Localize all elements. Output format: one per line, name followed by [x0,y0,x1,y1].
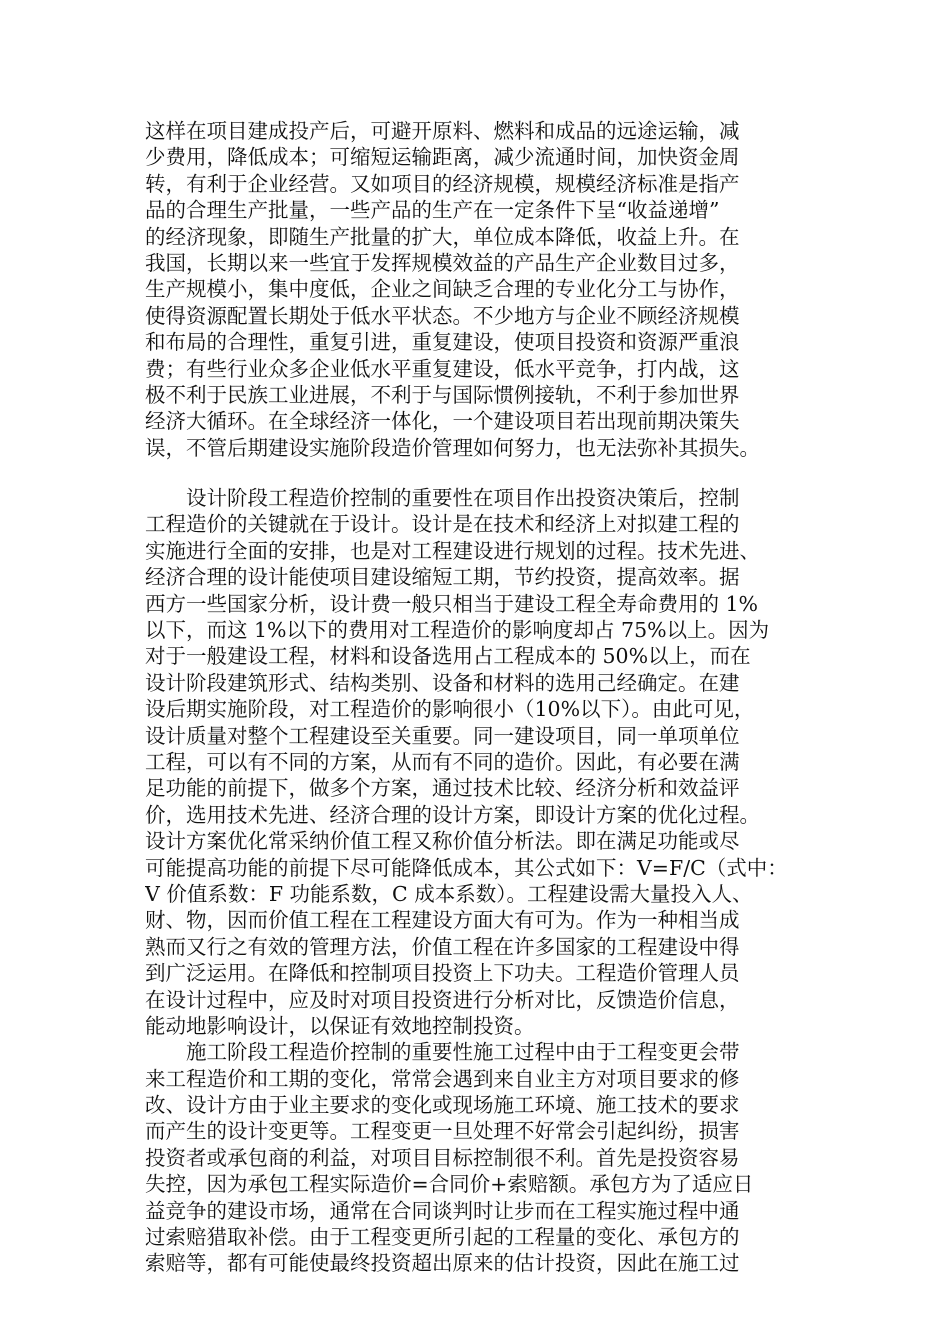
text-line: 投资者或承包商的利益，对项目目标控制很不利。首先是投资容易 [145,1145,740,1170]
text-line: 失控，因为承包工程实际造价=合同价+索赔额。承包方为了适应日 [145,1172,754,1197]
text-line: 误，不管后期建设实施阶段造价管理如何努力，也无法弥补其损失。 [145,435,760,460]
text-line: 在设计过程中，应及时对项目投资进行分析对比，反馈造价信息， [145,987,740,1012]
text-line: 设后期实施阶段，对工程造价的影响很小（10%以下）。由此可见， [145,697,755,722]
text-line: 能动地影响设计，以保证有效地控制投资。 [145,1013,535,1038]
text-line: 这样在项目建成投产后，可避开原料、燃料和成品的远途运输，减 [145,119,740,143]
text-line: 工程造价的关键就在于设计。设计是在技术和经济上对拟建工程的 [145,512,740,537]
text-line: 生产规模小，集中度低，企业之间缺乏合理的专业化分工与协作， [145,277,740,302]
text-line: 足功能的前提下，做多个方案，通过技术比较、经济分析和效益评 [145,776,740,801]
text-line: 改、设计方由于业主要求的变化或现场施工环境、施工技术的要求 [145,1093,740,1118]
text-line: 熟而又行之有效的管理方法，价值工程在许多国家的工程建设中得 [145,934,740,959]
paragraph-1 [145,118,805,461]
text-line: 使得资源配置长期处于低水平状态。不少地方与企业不顾经济规模 [145,303,740,328]
document-page [145,118,805,1277]
text-line: 索赔等，都有可能使最终投资超出原来的估计投资，因此在施工过 [145,1251,740,1276]
text-line: 经济大循环。在全球经济一体化，一个建设项目若出现前期决策失 [145,409,740,434]
text-line: 工程，可以有不同的方案，从而有不同的造价。因此，有必要在满 [145,749,740,774]
text-line: 少费用，降低成本；可缩短运输距离，减少流通时间，加快资金周 [145,145,740,170]
text-line: 的经济现象，即随生产批量的扩大，单位成本降低，收益上升。在 [145,224,740,249]
text-line: 财、物，因而价值工程在工程建设方面大有可为。作为一种相当成 [145,908,740,933]
text-line: 转，有利于企业经营。又如项目的经济规模，规模经济标准是指产 [145,171,740,196]
text-line: 西方一些国家分析，设计费一般只相当于建设工程全寿命费用的 1% [145,591,759,616]
text-line: 费；有些行业众多企业低水平重复建设，低水平竞争，打内战，这 [145,356,740,381]
text-line: 来工程造价和工期的变化，常常会遇到来自业主方对项目要求的修 [145,1066,740,1091]
text-line: 设计阶段建筑形式、结构类别、设备和材料的选用己经确定。在建 [145,670,740,695]
text-line: 实施进行全面的安排，也是对工程建设进行规划的过程。技术先进、 [145,538,760,563]
text-line: 到广泛运用。在降低和控制项目投资上下功夫。工程造价管理人员 [145,961,740,986]
text-line: 我国，长期以来一些宜于发挥规模效益的产品生产企业数目过多， [145,250,740,275]
text-line: 施工阶段工程造价控制的重要性施工过程中由于工程变更会带 [186,1040,740,1065]
text-line: 价，选用技术先进、经济合理的设计方案，即设计方案的优化过程。 [145,802,760,827]
paragraph-2 [145,485,805,1039]
paragraph-3 [145,1039,805,1277]
paragraph-spacer [145,461,805,485]
text-line: 益竞争的建设市场，通常在合同谈判时让步而在工程实施过程中通 [145,1198,740,1223]
text-line: V 价值系数：F 功能系数，C 成本系数）。工程建设需大量投入人、 [145,881,753,906]
text-line: 以下，而这 1%以下的费用对工程造价的影响度却占 75%以上。因为 [145,618,770,643]
text-line: 可能提高功能的前提下尽可能降低成本，其公式如下：V=F/C（式中： [145,855,788,880]
text-line: 设计方案优化常采纳价值工程又称价值分析法。即在满足功能或尽 [145,829,740,854]
text-line: 经济合理的设计能使项目建设缩短工期，节约投资，提高效率。据 [145,565,740,590]
text-line: 和布局的合理性，重复引进，重复建设，使项目投资和资源严重浪 [145,330,740,355]
text-line: 过索赔猎取补偿。由于工程变更所引起的工程量的变化、承包方的 [145,1225,740,1250]
text-line: 对于一般建设工程，材料和设备选用占工程成本的 50%以上，而在 [145,644,751,669]
text-line: 极不利于民族工业进展，不利于与国际惯例接轨，不利于参加世界 [145,382,740,407]
text-line: 设计质量对整个工程建设至关重要。同一建设项目，同一单项单位 [145,723,740,748]
text-line: 设计阶段工程造价控制的重要性在项目作出投资决策后，控制 [186,486,740,511]
text-line: 品的合理生产批量，一些产品的生产在一定条件下呈“收益递增” [145,198,720,223]
text-line: 而产生的设计变更等。工程变更一旦处理不好常会引起纠纷，损害 [145,1119,740,1144]
